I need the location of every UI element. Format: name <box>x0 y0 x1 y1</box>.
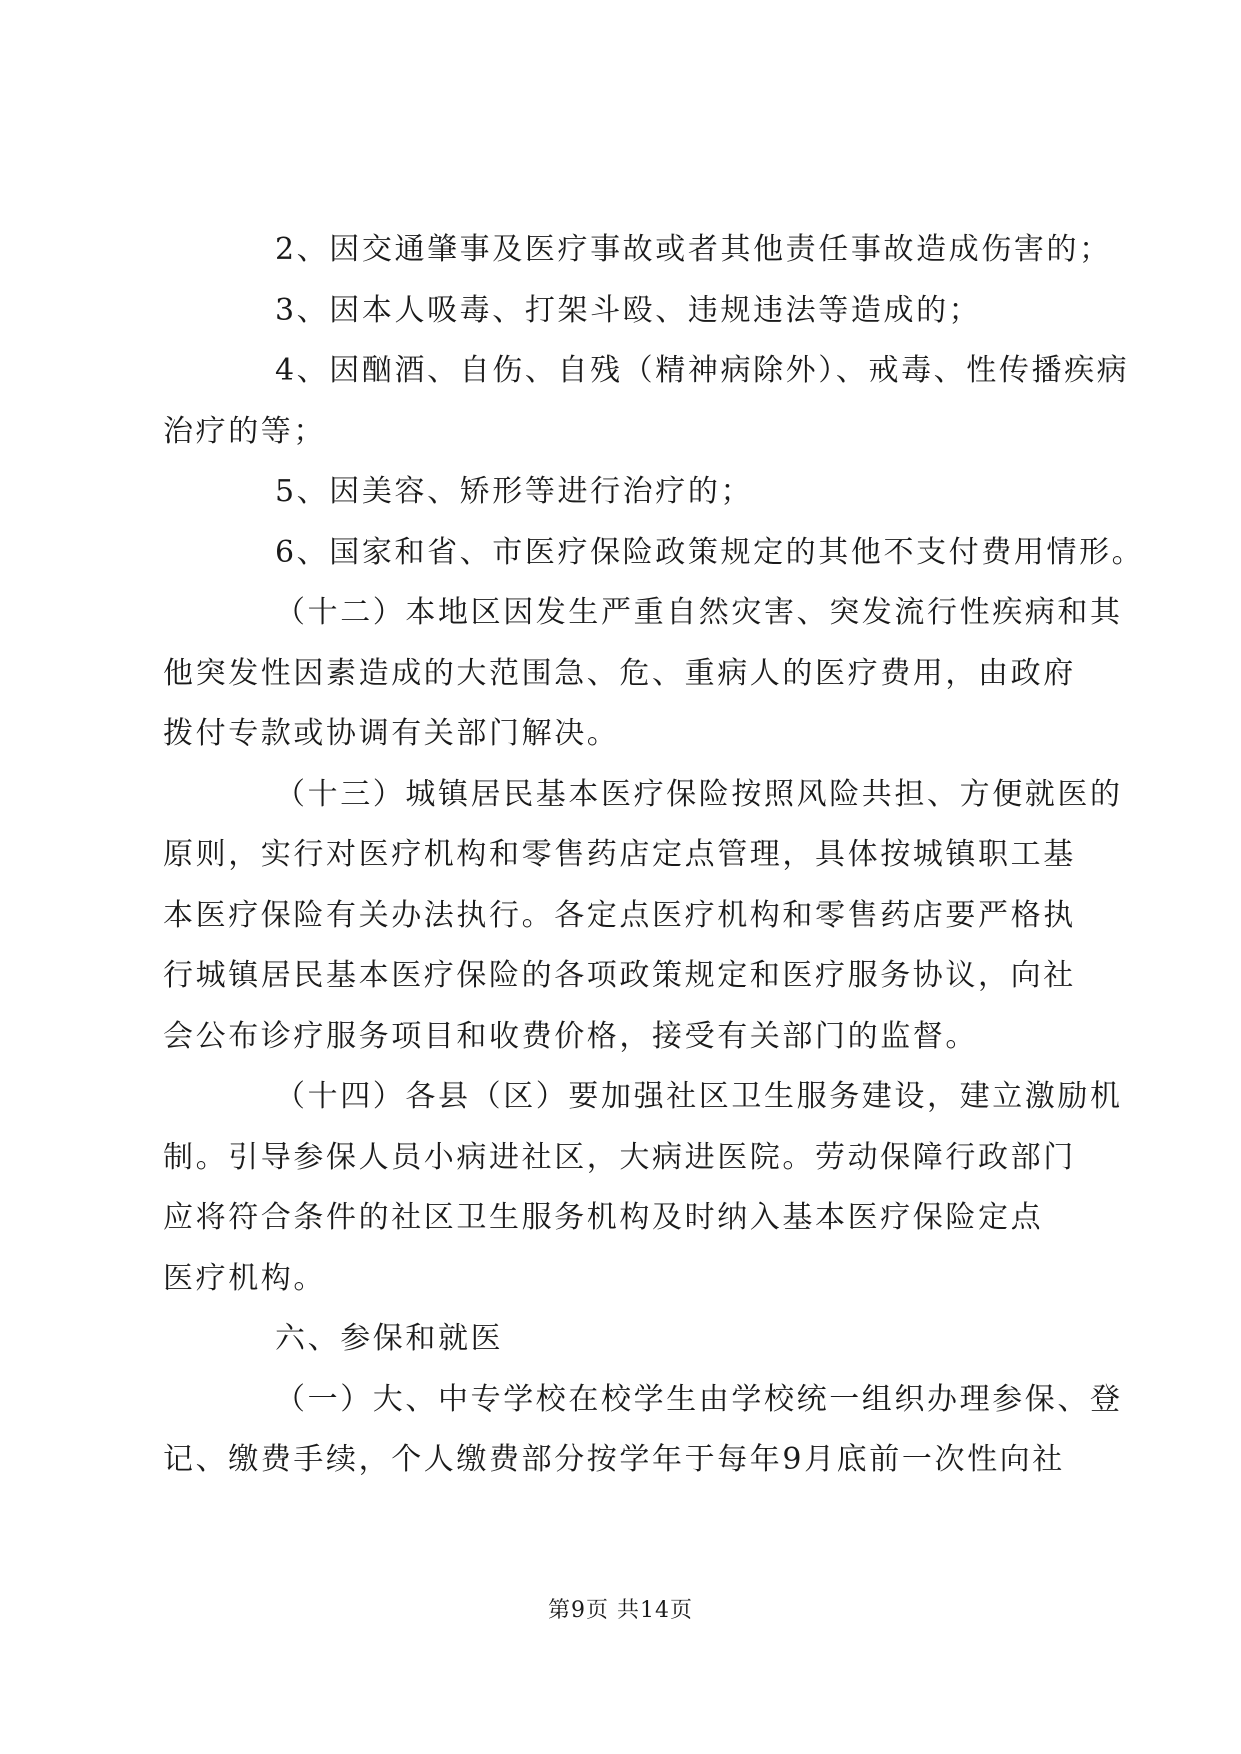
text-line: （一）大、中专学校在校学生由学校统一组织办理参保、登 <box>275 1381 1123 1417</box>
text-line: 3、因本人吸毒、打架斗殴、违规违法等造成的； <box>275 292 982 328</box>
text-line: 六、参保和就医 <box>275 1321 504 1356</box>
text-line: 治疗的等； <box>163 413 326 449</box>
text-line: 会公布诊疗服务项目和收费价格，接受有关部门的监督。 <box>163 1018 978 1054</box>
text-line: （十三）城镇居民基本医疗保险按照风险共担、方便就医的 <box>275 776 1123 812</box>
text-line: 记、缴费手续，个人缴费部分按学年于每年9月底前一次性向社 <box>163 1442 1065 1477</box>
text-line: 应将符合条件的社区卫生服务机构及时纳入基本医疗保险定点 <box>163 1200 1044 1235</box>
text-line: 医疗机构。 <box>163 1260 326 1296</box>
text-line: （十四）各县（区）要加强社区卫生服务建设，建立激励机 <box>275 1079 1123 1114</box>
text-line: 4、因酗酒、自伤、自残（精神病除外）、戒毒、性传播疾病 <box>275 353 1130 388</box>
text-line: 原则，实行对医疗机构和零售药店定点管理，具体按城镇职工基 <box>163 837 1076 872</box>
text-line: 6、国家和省、市医疗保险政策规定的其他不支付费用情形。 <box>275 534 1145 570</box>
text-line: 拨付专款或协调有关部门解决。 <box>163 716 620 751</box>
text-line: （十二）本地区因发生严重自然灾害、突发流行性疾病和其 <box>275 595 1123 630</box>
text-line: 5、因美容、矫形等进行治疗的； <box>275 474 754 509</box>
page-footer: 第9页 共14页 <box>548 1598 693 1623</box>
text-line: 他突发性因素造成的大范围急、危、重病人的医疗费用，由政府 <box>163 655 1076 691</box>
text-line: 制。引导参保人员小病进社区，大病进医院。劳动保障行政部门 <box>163 1139 1076 1175</box>
document-body <box>163 220 1145 1491</box>
text-line: 本医疗保险有关办法执行。各定点医疗机构和零售药店要严格执 <box>163 897 1076 933</box>
text-line: 2、因交通肇事及医疗事故或者其他责任事故造成伤害的； <box>275 232 1112 267</box>
text-line: 行城镇居民基本医疗保险的各项政策规定和医疗服务协议，向社 <box>163 958 1076 993</box>
